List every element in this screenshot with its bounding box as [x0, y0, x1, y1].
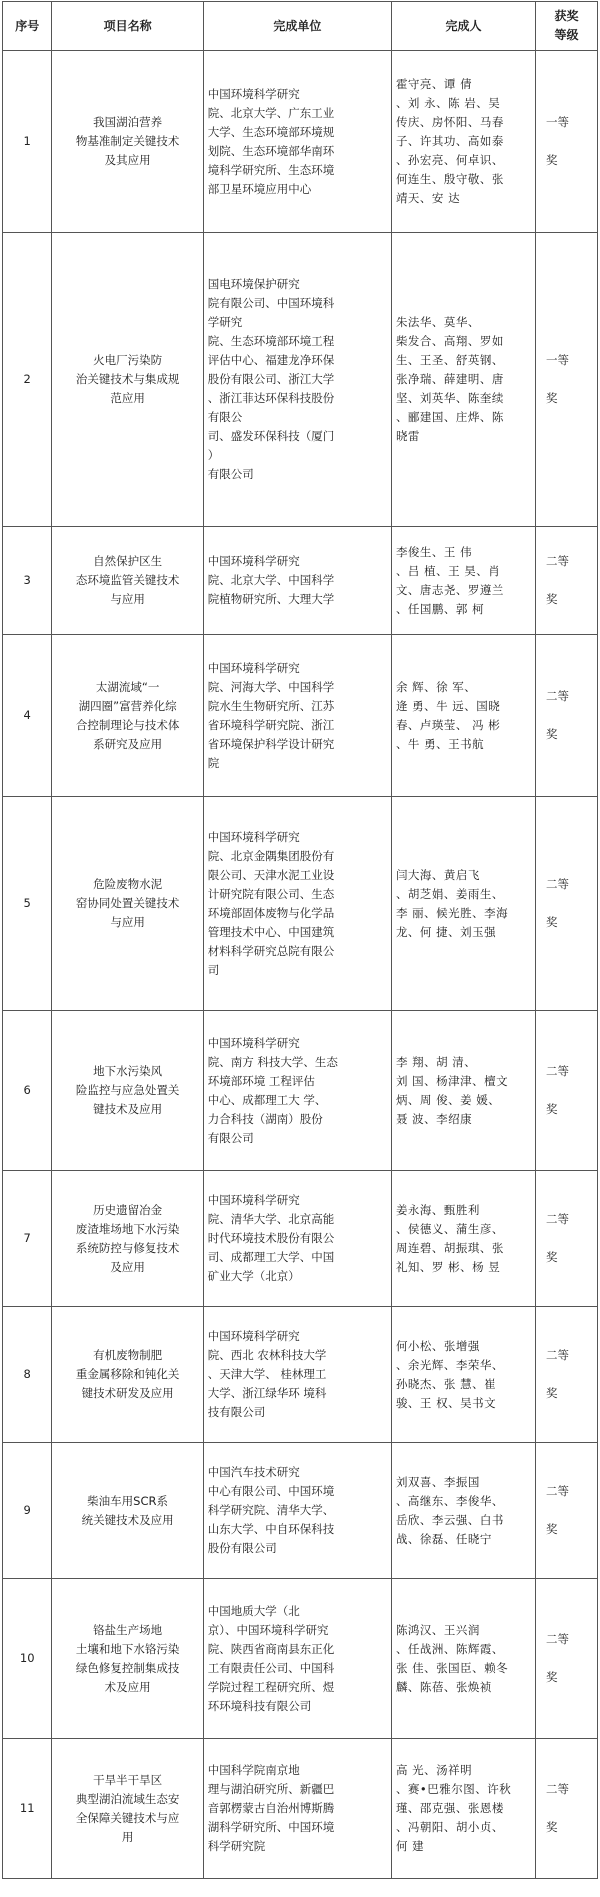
row-number: 5 — [3, 797, 52, 1011]
award-grade: 一等 奖 — [535, 51, 597, 233]
people: 霍守亮、谭 倩 、刘 永、陈 岩、吴 传庆、房怀阳、马春 子、许其功、高如泰 、孙宏亮、何卓识、 何连生、殷守敬、张 靖天、安 达 — [391, 51, 535, 233]
project-name: 柴油车用SCR系 统关键技术及应用 — [52, 1443, 203, 1579]
row-number: 10 — [3, 1579, 52, 1739]
row-number: 1 — [3, 51, 52, 233]
organizations: 中国地质大学（北 京）、中国环境科学研究 院、陕西省商南县东正化 工有限责任公司、中国科 学院过程工程研究所、煜 环环境科技有限公司 — [203, 1579, 391, 1739]
organizations: 国电环境保护研究 院有限公司、中国环境科 学研究 院、生态环境部环境工程 评估中心、福建龙净环保 股份有限公司、浙江大学 、浙江菲达环保科技股份 有限公 司、盛发环保科技（厦门 ） 有限公司 — [203, 233, 391, 527]
organizations: 中国环境科学研究 院、南方 科技大学、生态 环境部环境 工程评估 中心、成都理工大 学、 力合科技（湖南）股份 有限公司 — [203, 1011, 391, 1171]
award-grade: 二等 奖 — [535, 1579, 597, 1739]
people: 何小松、张增强 、余光辉、李荣华、 孙晓杰、张 慧、崔 骏、王 权、吴书文 — [391, 1307, 535, 1443]
project-name: 地下水污染风 险监控与应急处置关 键技术及应用 — [52, 1011, 203, 1171]
project-name: 太湖流域“一 湖四圈”富营养化综 合控制理论与技术体 系研究及应用 — [52, 635, 203, 797]
people: 余 辉、徐 军、 逄 勇、牛 远、国晓 春、卢瑛莹、 冯 彬 、牛 勇、王书航 — [391, 635, 535, 797]
row-number: 4 — [3, 635, 52, 797]
people: 刘双喜、李振国 、高继东、李俊华、 岳欣、李云强、白书 战、徐磊、任晓宁 — [391, 1443, 535, 1579]
people: 李 翔、胡 清、 刘 国、杨津津、檀文 炳、周 俊、姜 媛、 聂 波、李绍康 — [391, 1011, 535, 1171]
award-grade: 二等 奖 — [535, 1171, 597, 1307]
organizations: 中国环境科学研究 院、西北 农林科技大学 、天津大学、 桂林理工 大学、浙江绿华环 境科 技有限公司 — [203, 1307, 391, 1443]
people: 陈鸿汉、王兴润 、任战洲、陈辉霞、 张 佳、张国臣、赖冬 麟、陈蓓、张焕祯 — [391, 1579, 535, 1739]
table-row — [3, 233, 598, 527]
organizations: 中国环境科学研究 院、清华大学、北京高能 时代环境技术股份有限公 司、成都理工大学、中国 矿业大学（北京） — [203, 1171, 391, 1307]
table-row — [3, 1011, 598, 1171]
people: 高 光、汤祥明 、赛•巴雅尔图、许秋 瑾、邵克强、张恩楼 、冯朝阳、胡小贞、 何 建 — [391, 1739, 535, 1879]
row-number: 8 — [3, 1307, 52, 1443]
project-name: 历史遗留冶金 废渣堆场地下水污染 系统防控与修复技术 及应用 — [52, 1171, 203, 1307]
row-number: 2 — [3, 233, 52, 527]
table-row — [3, 1307, 598, 1443]
organizations: 中国科学院南京地 理与湖泊研究所、新疆巴 音郭楞蒙古自治州博斯腾 湖科学研究所、中国环境 科学研究院 — [203, 1739, 391, 1879]
row-number: 9 — [3, 1443, 52, 1579]
people: 朱法华、莫华、 柴发合、高翔、罗如 生、王圣、舒英钢、 张净瑞、薛建明、唐 坚、刘英华、陈奎续 、郦建国、庄烨、陈 晓雷 — [391, 233, 535, 527]
table-row — [3, 527, 598, 635]
table-row — [3, 1171, 598, 1307]
people: 姜永海、甄胜利 、侯德义、蒲生彦、 周连碧、胡振琪、张 礼知、罗 彬、杨 昱 — [391, 1171, 535, 1307]
project-name: 自然保护区生 态环境监管关键技术 与应用 — [52, 527, 203, 635]
organizations: 中国环境科学研究 院、北京大学、中国科学 院植物研究所、大理大学 — [203, 527, 391, 635]
project-name: 火电厂污染防 治关键技术与集成规 范应用 — [52, 233, 203, 527]
header-row — [3, 2, 598, 51]
people: 李俊生、王 伟 、吕 植、王 昊、肖 文、唐志尧、罗遵兰 、任国鹏、郭 柯 — [391, 527, 535, 635]
header-project-name: 项目名称 — [52, 2, 203, 51]
people: 闫大海、黄启飞 、胡芝娟、姜雨生、 李 丽、候光胜、李海 龙、何 捷、刘玉强 — [391, 797, 535, 1011]
organizations: 中国环境科学研究 院、北京金隅集团股份有 限公司、天津水泥工业设 计研究院有限公司、生态 环境部固体废物与化学品 管理技术中心、中国建筑 材料科学研究总院有限公 司 — [203, 797, 391, 1011]
table-row — [3, 51, 598, 233]
row-number: 6 — [3, 1011, 52, 1171]
project-name: 有机废物制肥 重金属移除和钝化关 键技术研发及应用 — [52, 1307, 203, 1443]
table-row — [3, 1739, 598, 1879]
organizations: 中国汽车技术研究 中心有限公司、中国环境 科学研究院、清华大学、 山东大学、中自环保科技 股份有限公司 — [203, 1443, 391, 1579]
award-grade: 二等 奖 — [535, 1307, 597, 1443]
table-row — [3, 1443, 598, 1579]
organizations: 中国环境科学研究 院、河海大学、中国科学 院水生生物研究所、江苏 省环境科学研究院、浙江 省环境保护科学设计研究 院 — [203, 635, 391, 797]
row-number: 11 — [3, 1739, 52, 1879]
row-number: 3 — [3, 527, 52, 635]
award-grade: 二等 奖 — [535, 1011, 597, 1171]
award-grade: 二等 奖 — [535, 635, 597, 797]
award-table — [2, 1, 598, 1879]
table-row — [3, 797, 598, 1011]
table-row — [3, 1579, 598, 1739]
header-organizations: 完成单位 — [203, 2, 391, 51]
header-people: 完成人 — [391, 2, 535, 51]
row-number: 7 — [3, 1171, 52, 1307]
award-grade: 二等 奖 — [535, 1739, 597, 1879]
award-grade: 一等 奖 — [535, 233, 597, 527]
table-row — [3, 635, 598, 797]
header-no: 序号 — [3, 2, 52, 51]
organizations: 中国环境科学研究 院、北京大学、广东工业 大学、生态环境部环境规 划院、生态环境部华南环 境科学研究所、生态环境 部卫星环境应用中心 — [203, 51, 391, 233]
project-name: 我国湖泊营养 物基准制定关键技术 及其应用 — [52, 51, 203, 233]
header-grade: 获奖 等级 — [535, 2, 597, 51]
award-grade: 二等 奖 — [535, 797, 597, 1011]
project-name: 铬盐生产场地 土壤和地下水铬污染 绿色修复控制集成技 术及应用 — [52, 1579, 203, 1739]
project-name: 干旱半干旱区 典型湖泊流域生态安 全保障关键技术与应 用 — [52, 1739, 203, 1879]
project-name: 危险废物水泥 窑协同处置关键技术 与应用 — [52, 797, 203, 1011]
award-grade: 二等 奖 — [535, 527, 597, 635]
award-grade: 二等 奖 — [535, 1443, 597, 1579]
